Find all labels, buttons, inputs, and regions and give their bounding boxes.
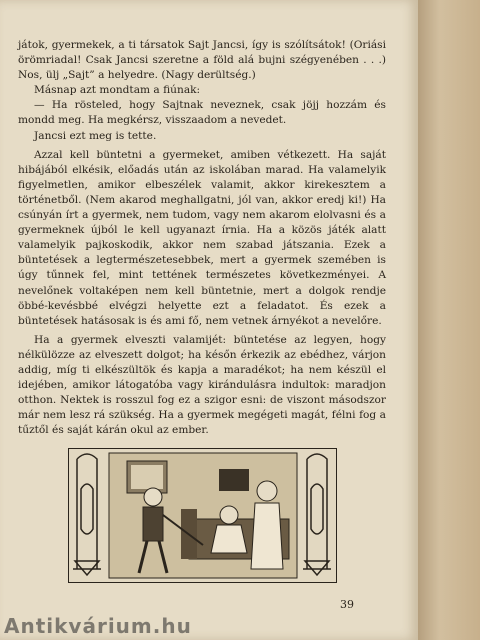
paragraph: Azzal kell büntetni a gyermeket, amiben vétkezett. Ha saját hibájából elkésik, előadás után az iskolában marad. Ha valamelyik figyelmetlen, amikor elbeszélek valamit, akkor kirekesztem a történetből. (Nem akarod meghallgatni, jól van, akkor eredj ki!) Ha csúnyán írt a gyermek, nem tudom, vagy nem akarom elolvasni és a gyermeknek újból le kell ugyanazt írnia. Ha a közös játék alatt valamelyik pajkoskodik, akkor nem szabad játszania. Ezek a büntetések a legtermészetesebbek, mert a gyermek szemében is úgy tűnnek fel, mint tettének természetes következményei. A nevelőnek voltaképen nem kell büntetnie, mert a dolgok rendje öbbé-kevésbbé elvégzi helyette ezt a feladatot. És ezek a büntetések hatásosak is és ami fő, nem vetnek árnyékot a nevelőre. bbox=[18, 148, 386, 327]
paragraph: Jancsi ezt meg is tette. bbox=[34, 129, 157, 142]
watermark: Antikvárium.hu bbox=[4, 614, 192, 638]
children-scene-illustration bbox=[68, 448, 337, 583]
body-text bbox=[18, 38, 386, 438]
illustration-icon bbox=[69, 449, 336, 582]
page-number: 39 bbox=[340, 598, 354, 611]
paragraph: játok, gyermekek, a ti társatok Sajt Jancsi, így is szólítsátok! (Oriási örömriadal! Csak Jancsi szeretne a föld alá bujni szégyenében . . .) Nos, ülj „Sajt” a helyedre. (Nagy derültség.) bbox=[18, 39, 386, 82]
paragraph: — Ha rösteled, hogy Sajtnak neveznek, csak jöjj hozzám és mondd meg. Ha megkérsz, visszaadom a nevedet. bbox=[18, 99, 386, 127]
paragraph: Másnap azt mondtam a fiúnak: bbox=[34, 84, 201, 97]
paragraph: Ha a gyermek elveszti valamijét: büntetése az legyen, hogy nélkülözze az elveszett dolgot; ha későn érkezik az ebédhez, várjon addig, míg ti elkészültök és kapja a maradékot; ha nem készül el idejében, amikor látogatóba vagy kirándulásra indultok: maradjon otthon. Nektek is rosszul fog ez a szigor esni: de viszont másodszor már nem lesz rá szükség. Ha a gyermek megégeti magát, félni fog a tűztől és saját kárán okul az ember. bbox=[18, 333, 386, 437]
page-edge bbox=[418, 0, 480, 640]
